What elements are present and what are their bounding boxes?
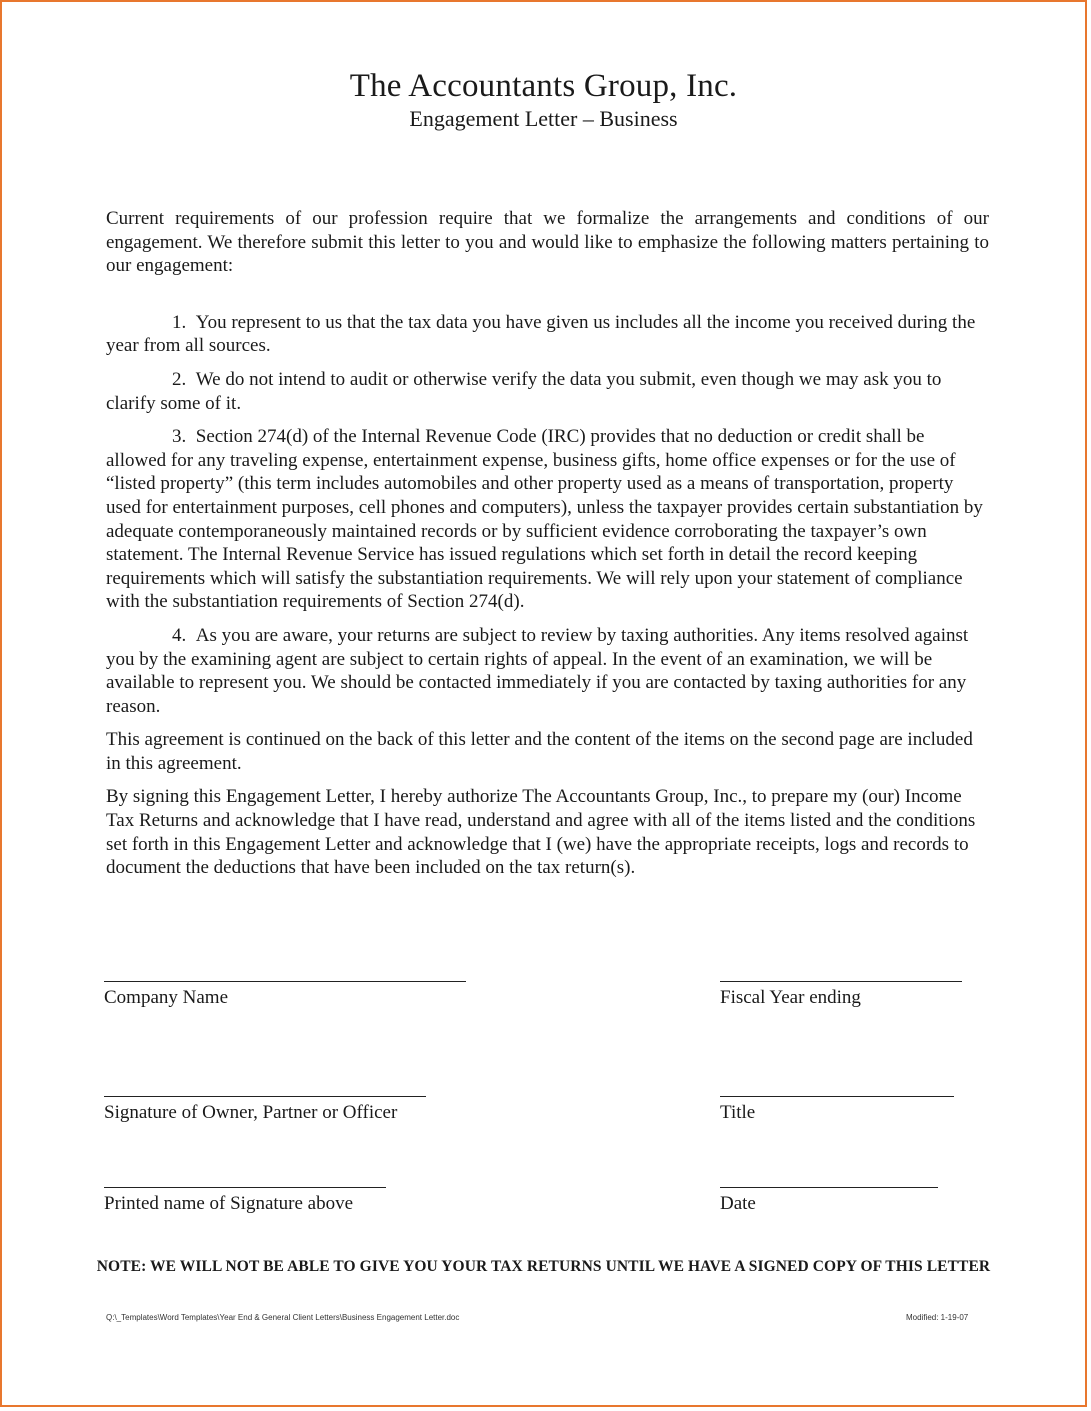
- document-subtitle: Engagement Letter – Business: [409, 106, 678, 131]
- item-text: We do not intend to audit or otherwise verify the data you submit, even though we may ask you to clarify some of it.: [106, 368, 942, 414]
- fiscal-year-label: Fiscal Year ending: [720, 987, 861, 1008]
- item-number: 3.: [172, 426, 187, 448]
- intro-paragraph: Current requirements of our profession require that we formalize the arrangements and conditions of our engagement. We therefore submit this letter to you and would like to emphasize the following matters pertaining to our engagement:: [106, 208, 989, 277]
- authorization-paragraph: By signing this Engagement Letter, I hereby authorize The Accountants Group, Inc., to prepare my (our) Income Tax Returns and acknowledge that I have read, understand and agree with all of the items listed and the conditions set forth in this Engagement Letter and acknowledge that I (we) have the appropriate receipts, logs and records to document the deductions that have been included on the tax return(s).: [106, 786, 976, 879]
- list-item: [106, 368, 989, 415]
- continued-paragraph: This agreement is continued on the back of this letter and the content of the items on the second page are included in this agreement.: [106, 729, 973, 774]
- company-name-label: Company Name: [104, 987, 229, 1008]
- company-title: The Accountants Group, Inc.: [349, 68, 738, 104]
- fiscal-year-line[interactable]: [720, 981, 962, 982]
- item-number: 4.: [172, 624, 187, 646]
- printed-name-label: Printed name of Signature above: [104, 1193, 354, 1214]
- list-item: [106, 311, 989, 358]
- item-number: 2.: [172, 368, 187, 390]
- title-label: Title: [720, 1102, 756, 1123]
- company-name-line[interactable]: [104, 981, 466, 982]
- signature-label: Signature of Owner, Partner or Officer: [104, 1102, 398, 1123]
- item-text: You represent to us that the tax data you have given us includes all the income you received during the year from all sources.: [106, 311, 976, 357]
- list-item: [106, 624, 989, 718]
- footer-file-path: Q:\_Templates\Word Templates\Year End & General Client Letters\Business Engagement Letter.doc: [106, 1313, 460, 1322]
- date-label: Date: [720, 1193, 756, 1214]
- footer-modified-date: Modified: 1-19-07: [906, 1313, 969, 1322]
- date-line[interactable]: [720, 1187, 938, 1188]
- item-text: As you are aware, your returns are subject to review by taxing authorities. Any items resolved against you by the examining agent are subject to certain rights of appeal. In the event of an examination, we will be available to represent you. We should be contacted immediately if you are contacted by taxing authorities for any reason.: [106, 624, 969, 717]
- signed-copy-note: NOTE: WE WILL NOT BE ABLE TO GIVE YOU YOUR TAX RETURNS UNTIL WE HAVE A SIGNED COPY OF THIS LETTER: [96, 1258, 991, 1275]
- letter-body: [106, 207, 989, 890]
- printed-name-line[interactable]: [104, 1187, 386, 1188]
- signature-line[interactable]: [104, 1096, 426, 1097]
- item-number: 1.: [172, 311, 187, 333]
- title-line[interactable]: [720, 1096, 954, 1097]
- list-item: [106, 425, 989, 614]
- item-text: Section 274(d) of the Internal Revenue Code (IRC) provides that no deduction or credit shall be allowed for any traveling expense, entertainment expense, business gifts, home office expenses or for the use of “listed property” (this term includes automobiles and other property used as a means of transportation, property used for entertainment purposes, cell phones and computers), unless the taxpayer provides certain substantiation by adequate contemporaneously maintained records or by sufficient evidence corroborating the taxpayer’s own statement. The Internal Revenue Service has issued regulations which set forth in detail the record keeping requirements which will satisfy the substantiation requirements. We will rely upon your statement of compliance with the substantiation requirements of Section 274(d).: [106, 426, 983, 613]
